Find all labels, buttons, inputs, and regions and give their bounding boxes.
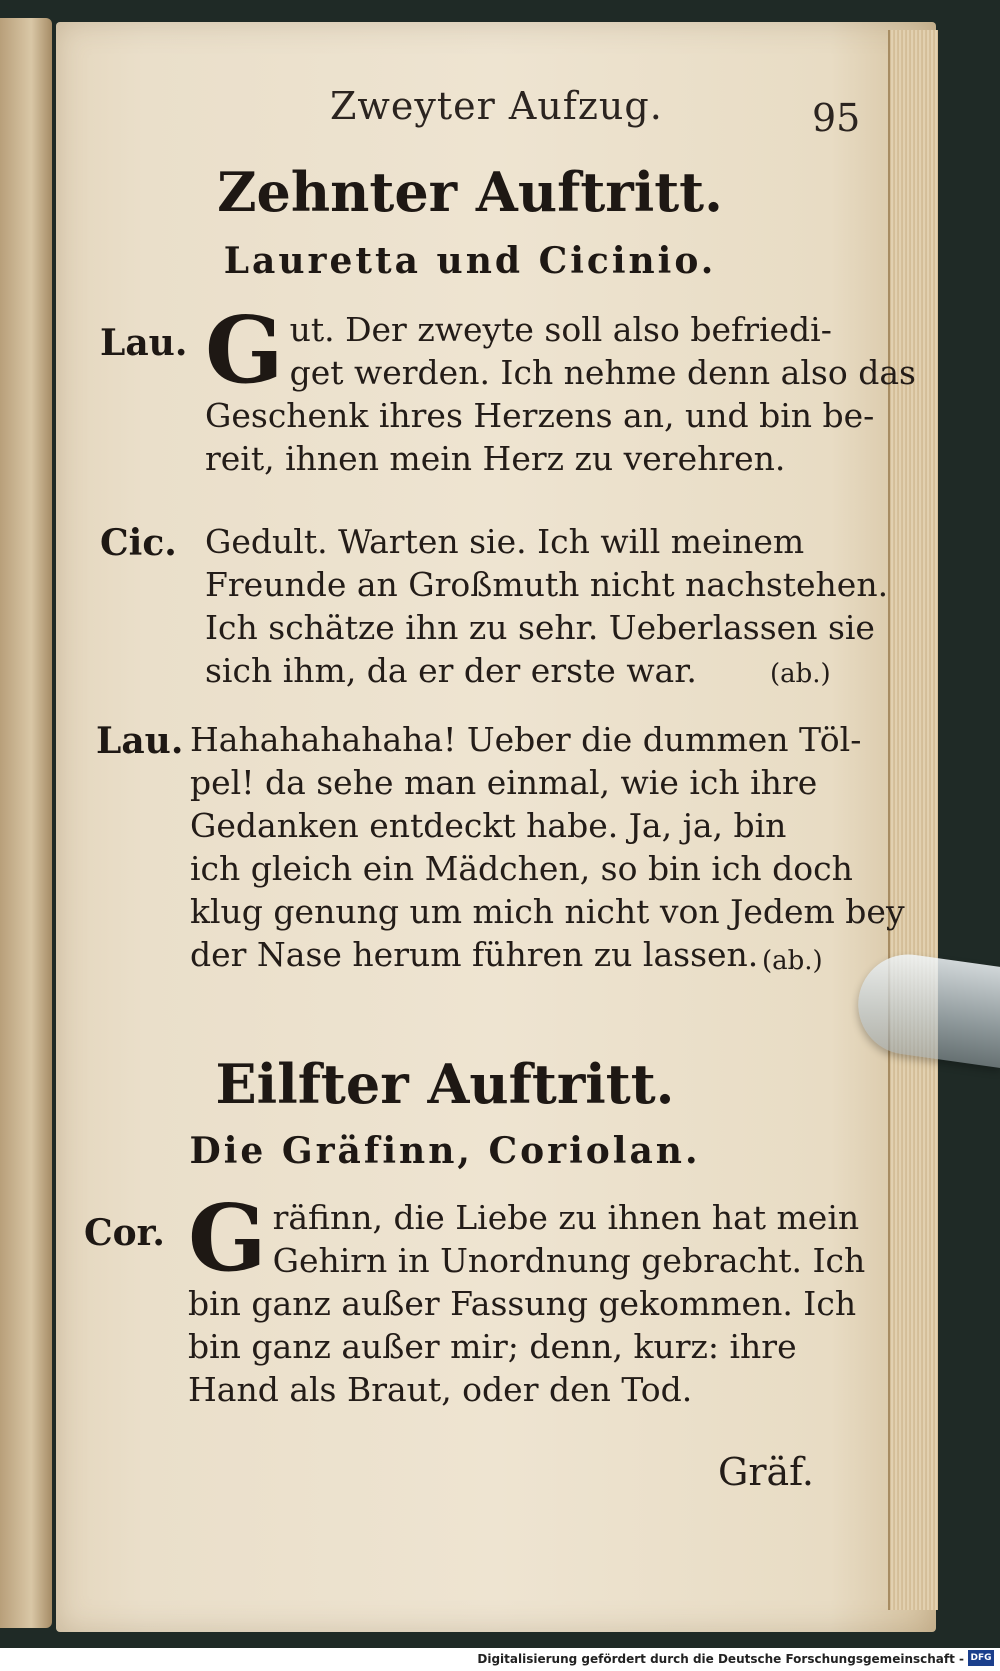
scene-11-cast: Die Gräfinn, Coriolan. bbox=[189, 1130, 701, 1172]
speech-line: der Nase herum führen zu lassen. bbox=[190, 935, 759, 974]
speech-lauretta-1 bbox=[205, 296, 916, 480]
speech-line: Ich schätze ihn zu sehr. Ueberlassen sie bbox=[205, 608, 875, 647]
speech-line: Hand als Braut, oder den Tod. bbox=[188, 1370, 693, 1409]
speech-line: Freunde an Großmuth nicht nachstehen. bbox=[205, 565, 889, 604]
speech-line: bin ganz außer Fassung gekommen. Ich bbox=[188, 1284, 857, 1323]
speaker-cicinio: Cic. bbox=[100, 522, 177, 564]
speech-line: pel! da sehe man einmal, wie ich ihre bbox=[190, 763, 818, 802]
speech-line: Gehirn in Unordnung gebracht. Ich bbox=[272, 1241, 866, 1280]
footer-credit: Digitalisierung gefördert durch die Deutsche Forschungsgemeinschaft - bbox=[477, 1652, 964, 1666]
speech-line: Gedanken entdeckt habe. Ja, ja, bin bbox=[190, 806, 787, 845]
speech-line: Gedult. Warten sie. Ich will meinem bbox=[205, 522, 805, 561]
page-number: 95 bbox=[812, 96, 861, 140]
speech-line: ut. Der zweyte soll also befriedi- bbox=[289, 310, 832, 349]
speaker-lauretta-1: Lau. bbox=[100, 322, 188, 364]
speaker-coriolan: Cor. bbox=[84, 1212, 165, 1254]
speech-lauretta-2 bbox=[190, 718, 905, 976]
scene-11-title: Eilfter Auftritt. bbox=[215, 1052, 675, 1116]
speech-line: räfinn, die Liebe zu ihnen hat mein bbox=[272, 1198, 860, 1237]
drop-initial: G bbox=[188, 1184, 267, 1292]
drop-initial: G bbox=[205, 296, 284, 404]
dfg-logo: DFG bbox=[968, 1650, 994, 1666]
speech-coriolan bbox=[188, 1184, 866, 1411]
scene-10-cast: Lauretta und Cicinio. bbox=[223, 240, 717, 282]
speech-line: reit, ihnen mein Herz zu verehren. bbox=[205, 439, 786, 478]
stage-direction: (ab.) bbox=[770, 659, 831, 689]
speech-line: Geschenk ihres Herzens an, und bin be- bbox=[205, 396, 875, 435]
stage-direction: (ab.) bbox=[762, 946, 823, 976]
speech-line: Hahahahahaha! Ueber die dummen Töl- bbox=[190, 720, 862, 759]
running-head: Zweyter Aufzug. bbox=[330, 84, 663, 128]
speech-line: sich ihm, da er der erste war. bbox=[205, 651, 697, 690]
speech-line: klug genung um mich nicht von Jedem bey bbox=[190, 892, 905, 931]
scene-10-title: Zehnter Auftritt. bbox=[217, 160, 723, 224]
speech-line: ich gleich ein Mädchen, so bin ich doch bbox=[190, 849, 853, 888]
speech-line: get werden. Ich nehme denn also das bbox=[289, 353, 916, 392]
speech-line: bin ganz außer mir; denn, kurz: ihre bbox=[188, 1327, 797, 1366]
speaker-lauretta-2: Lau. bbox=[96, 720, 184, 762]
catchword: Gräf. bbox=[718, 1450, 814, 1494]
